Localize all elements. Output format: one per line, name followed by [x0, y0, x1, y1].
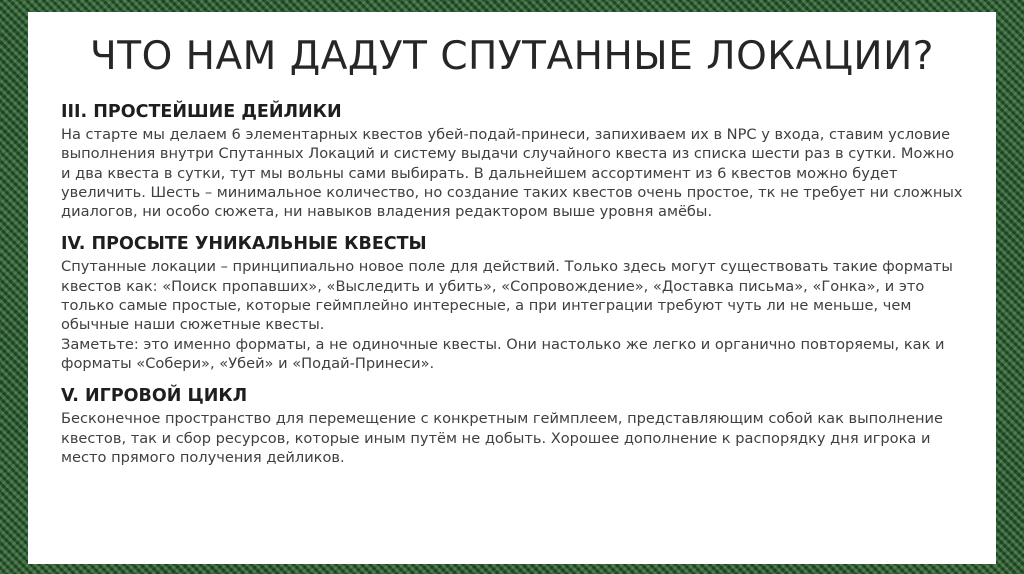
section-daily-quests	[61, 100, 966, 221]
section-paragraph: Заметьте: это именно форматы, а не одиночные квесты. Они настолько же легко и органично повторяемы, как и форматы «Собери», «Убей» и «Подай-Принеси».	[61, 335, 945, 372]
slide-content	[61, 100, 966, 478]
section-game-loop	[61, 384, 966, 467]
section-paragraph: Спутанные локации – принципиально новое поле для действий. Только здесь могут существовать такие форматы квестов как: «Поиск пропавших», «Выследить и убить», «Сопровождение», «Доставка письма», «Гонка», и это только самые простые, которые геймплейно интересные, а при интеграции требуют чуть ли не меньше, чем обычные наши сюжетные квесты.	[61, 258, 953, 334]
section-paragraph: На старте мы делаем 6 элементарных квестов убей-подай-принеси, запихиваем их в NPC у входа, ставим условие выполнения внутри Спутанных Локаций и систему выдачи случайного квеста из списка шести раз в сутки. Можно и два квеста в сутки, тут мы вольны сами выбирать. В дальнейшем ассортимент из 6 квестов можно будет увеличить. Шесть – минимальное количество, но создание таких квестов очень простое, тк не требует ни сложных диалогов, ни особо сюжета, ни навыков владения редактором выше уровня амёбы.	[61, 126, 963, 221]
section-paragraph: Бесконечное пространство для перемещение с конкретным геймплеем, представляющим собой как выполнение квестов, так и сбор ресурсов, которые иным путём не добыть. Хорошее дополнение к распорядку дня игрока и место прямого получения дейликов.	[61, 410, 943, 466]
slide-title: ЧТО НАМ ДАДУТ СПУТАННЫЕ ЛОКАЦИИ?	[90, 34, 934, 79]
section-heading: V. ИГРОВОЙ ЦИКЛ	[61, 386, 248, 407]
section-unique-quests	[61, 232, 966, 373]
section-heading: III. ПРОСТЕЙШИЕ ДЕЙЛИКИ	[61, 102, 342, 122]
section-heading: IV. ПРОСЫТЕ УНИКАЛЬНЫЕ КВЕСТЫ	[61, 234, 427, 255]
slide	[28, 12, 996, 564]
